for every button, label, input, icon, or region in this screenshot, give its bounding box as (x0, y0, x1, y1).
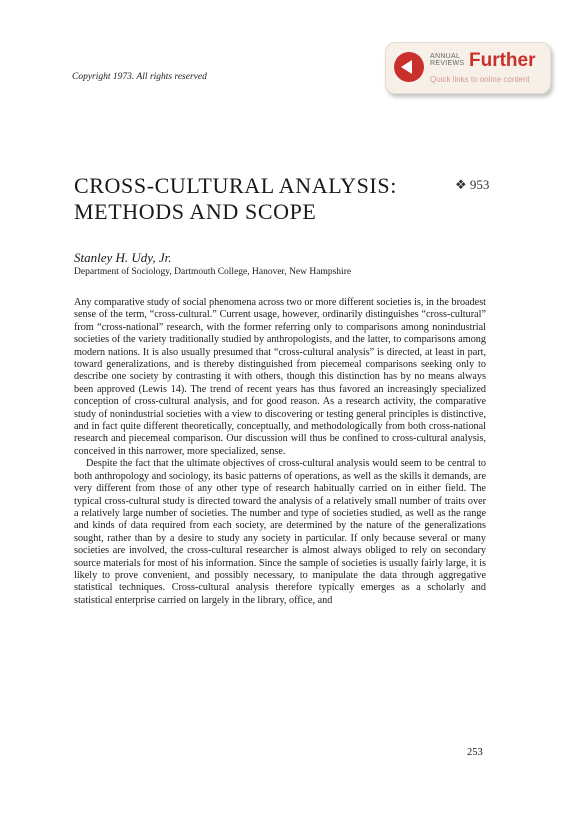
further-label: Further (469, 50, 536, 71)
paragraph-1: Any comparative study of social phenomena across two or more different societies is, in the broadest sense of the term, “cross-cultural.” Current usage, however, ordinarily distinguishes “cross-cultural” from “cross-national” research, with the former referring only to comparisons among nonindustrial societies of the variety traditionally studied by anthropologists, and the latter, to comparisons among modern nations. It is also usually presumed that “cross-cultural analysis” is directed, at least in part, toward generalizations, and is thereby distinguished from piecemeal comparisons seeking only to describe one society by contrasting it with others, though this distinction has by no means always been approved (Lewis 14). The trend of recent years has thus favored an increasingly specialized conception of cross-cultural analysis, and for good reason. As a research activity, the comparative study of nonindustrial societies with a view to discovering or testing general principles is distinctive, and in fact quite different theoretically, conceptually, and methodologically from both cross-national research and piecemeal comparison. Our discussion will thus be confined to cross-cultural analysis, conceived in this narrower, more specialized, sense. (74, 297, 486, 457)
author-affiliation: Department of Sociology, Dartmouth College, Hanover, New Hampshire (74, 267, 352, 277)
article-body (74, 297, 486, 607)
page-number: 253 (467, 747, 483, 758)
paragraph-2: Despite the fact that the ultimate objectives of cross-cultural analysis would seem to be central to both anthropology and sociology, its basic patterns of operations, as well as the skills it demands, are very different from those of any other type of research habitually carried on in either field. The typical cross-cultural study is directed toward the analysis of a relatively small number of traits over a relatively large number of societies. The number and type of societies studied, as well as the range and kinds of data required from each society, are determined by the nature of the generalizations sought, rather than by a desire to study any society in particular. If only because several or many societies are involved, the cross-cultural researcher is almost always obliged to rely on secondary source materials for most of his information. Since the sample of societies is usually fairly large, it is likely to prove convenient, and possibly necessary, to manipulate the data through aggregative statistical techniques. Cross-cultural analysis therefore typically emerges as a scholarly and statistical enterprise carried on largely in the library, office, and (74, 458, 486, 606)
title-line-2: METHODS AND SCOPE (74, 199, 317, 224)
author-name: Stanley H. Udy, Jr. (74, 250, 172, 265)
arrow-left-circle-icon (394, 52, 424, 82)
page-reference: ❖ 953 (455, 177, 490, 192)
copyright-notice: Copyright 1973. All rights reserved (72, 72, 207, 82)
annual-reviews-logo-text: ANNUAL REVIEWS (430, 53, 465, 67)
title-line-1: CROSS-CULTURAL ANALYSIS: (74, 173, 397, 198)
quick-links-label[interactable]: Quick links to online content (430, 75, 530, 84)
annual-reviews-further-badge[interactable] (385, 42, 551, 94)
article-title (74, 173, 434, 225)
